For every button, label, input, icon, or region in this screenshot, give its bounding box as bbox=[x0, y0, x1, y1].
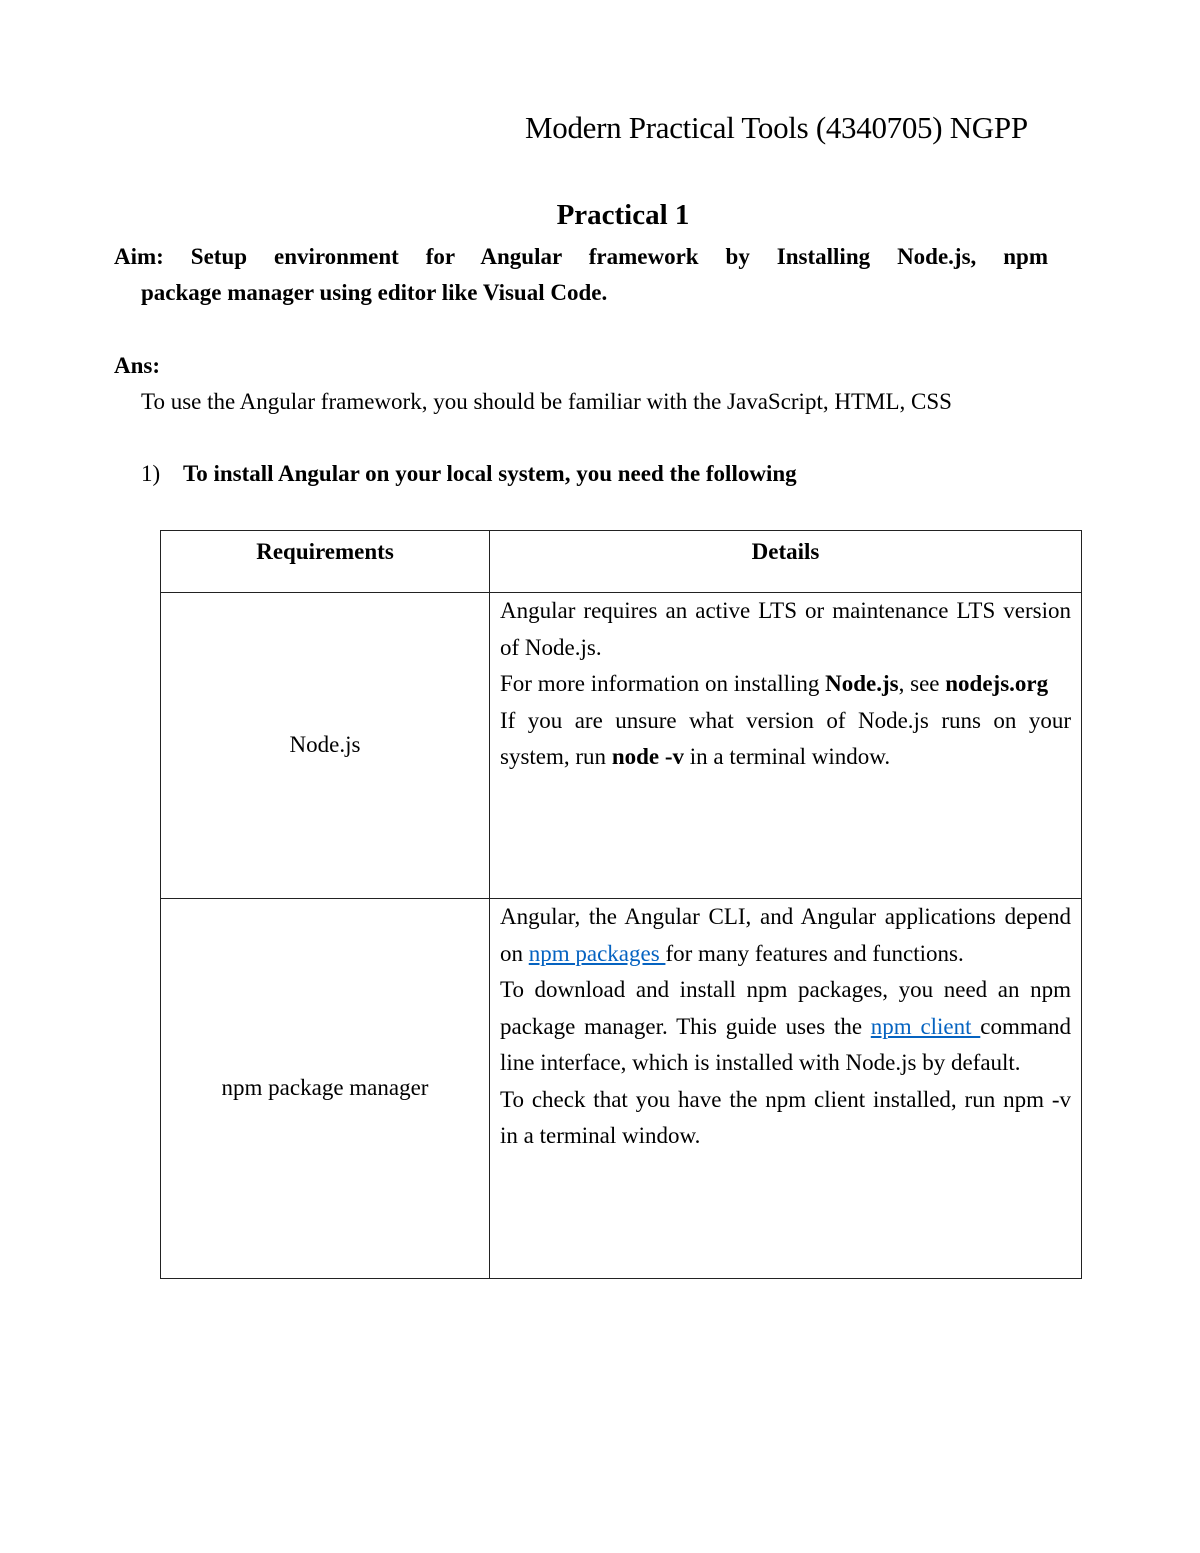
answer-intro: To use the Angular framework, you should be familiar with the JavaScript, HTML, CSS bbox=[141, 389, 952, 414]
aim-paragraph bbox=[114, 239, 1048, 311]
detail-text: for many features and functions. bbox=[665, 940, 964, 966]
page-header-title: Modern Practical Tools (4340705) NGPP bbox=[525, 110, 1028, 145]
aim-line-1: Aim: Setup environment for Angular framework by Installing Node.js, npm bbox=[114, 244, 1048, 269]
command-node-v: node -v bbox=[611, 744, 685, 769]
table-row bbox=[161, 593, 1082, 899]
detail-paragraph bbox=[500, 972, 1071, 1082]
detail-text: , see bbox=[898, 671, 946, 696]
requirement-npm: npm package manager bbox=[161, 899, 490, 1279]
detail-text: Angular, the Angular CLI, and Angular applications depend on bbox=[500, 904, 1071, 966]
detail-text: in a terminal window. bbox=[684, 744, 891, 769]
detail-paragraph bbox=[500, 703, 1071, 776]
detail-text: To download and install npm packages, you need an npm package manager. This guide uses the bbox=[500, 977, 1071, 1039]
aim-line-2: package manager using editor like Visual Code. bbox=[141, 280, 608, 305]
answer-label: Ans: bbox=[114, 353, 161, 378]
practical-heading: Practical 1 bbox=[556, 199, 690, 231]
detail-paragraph bbox=[500, 666, 1071, 703]
npm-packages-link[interactable]: npm packages bbox=[528, 940, 666, 966]
table-row bbox=[161, 899, 1082, 1279]
nodejs-org-text: nodejs.org bbox=[945, 671, 1049, 696]
requirements-table bbox=[160, 530, 1082, 1279]
detail-paragraph: Angular requires an active LTS or maintenance LTS version of Node.js. bbox=[500, 598, 1071, 660]
step-heading bbox=[141, 456, 797, 492]
detail-paragraph bbox=[500, 899, 1071, 972]
header-requirements: Requirements bbox=[161, 531, 490, 593]
requirement-nodejs: Node.js bbox=[161, 593, 490, 899]
details-nodejs bbox=[490, 593, 1082, 899]
step-text: To install Angular on your local system, you need the following bbox=[183, 461, 797, 486]
details-npm bbox=[490, 899, 1082, 1279]
detail-paragraph: To check that you have the npm client installed, run npm -v in a terminal window. bbox=[500, 1086, 1071, 1148]
detail-text: If you are unsure what version of Node.js runs on your system, run bbox=[500, 707, 1071, 769]
npm-client-link[interactable]: npm client bbox=[870, 1013, 981, 1039]
table-header-row bbox=[161, 531, 1082, 593]
detail-bold: Node.js bbox=[825, 671, 899, 696]
header-details: Details bbox=[490, 531, 1082, 593]
step-number: 1) bbox=[141, 461, 161, 486]
detail-text: For more information on installing bbox=[500, 671, 826, 696]
detail-text: command line interface, which is installed with Node.js by default. bbox=[500, 1013, 1071, 1075]
